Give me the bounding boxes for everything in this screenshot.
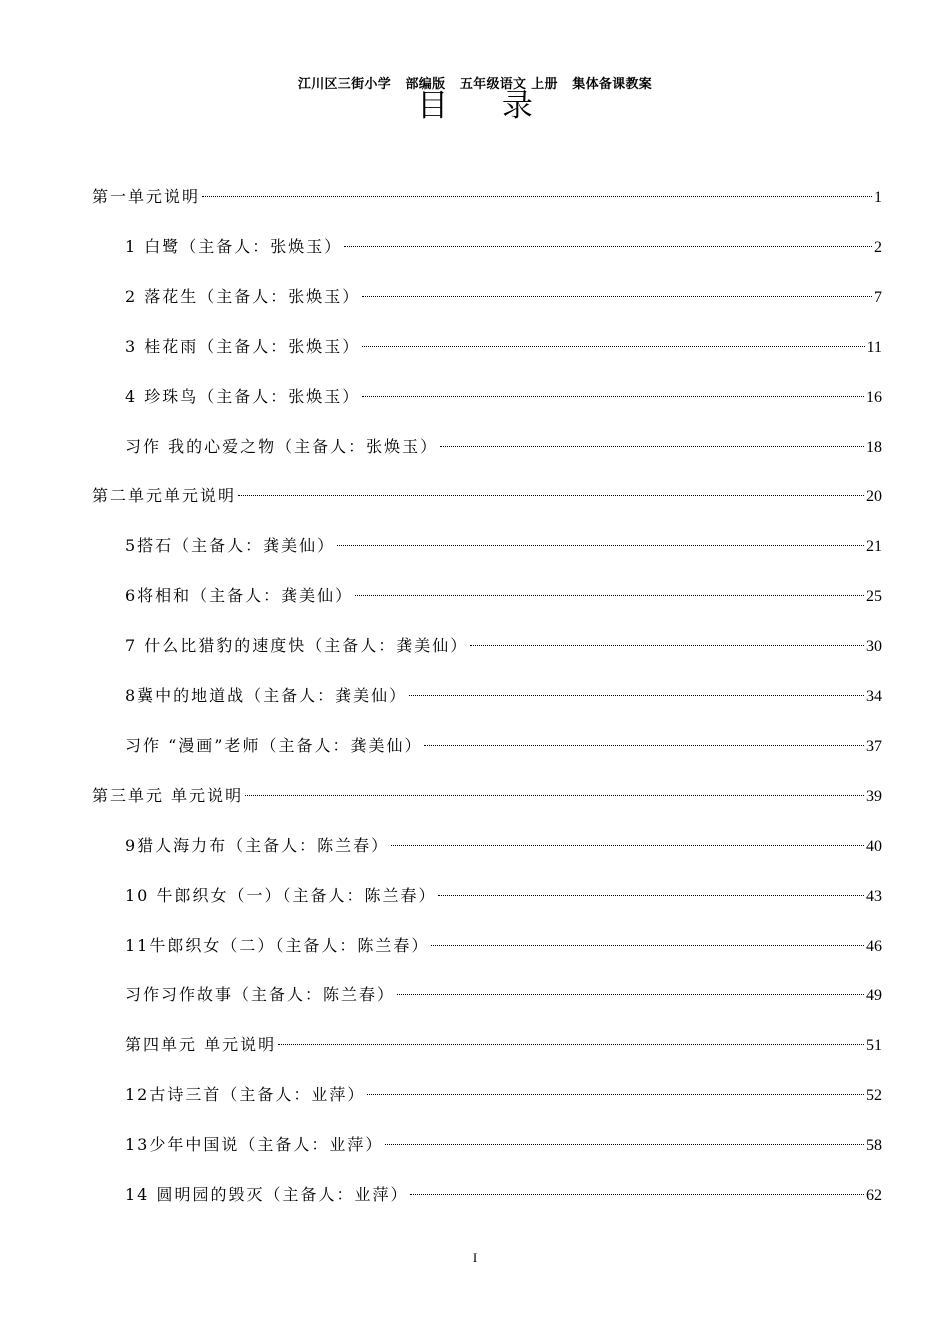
toc-entry-label: 习作 我的心爱之物（主备人：张焕玉） xyxy=(125,437,439,456)
toc-entry-label: 2 落花生（主备人：张焕玉） xyxy=(125,287,361,306)
toc-dot-leader xyxy=(367,1093,864,1095)
toc-entry-page: 1 xyxy=(874,189,882,206)
toc-entry-page: 52 xyxy=(866,1087,882,1104)
toc-entry[interactable] xyxy=(125,834,882,858)
toc-dot-leader xyxy=(438,894,864,896)
toc-entry-label: 5搭石（主备人：龚美仙） xyxy=(125,536,336,555)
toc-entry-page: 40 xyxy=(866,838,882,855)
toc-entry-page: 34 xyxy=(866,688,882,705)
toc-entry-page: 51 xyxy=(866,1037,882,1054)
toc-entry-label: 第四单元 单元说明 xyxy=(125,1035,277,1054)
toc-dot-leader xyxy=(362,345,864,347)
toc-entry[interactable] xyxy=(125,584,882,608)
toc-entry[interactable] xyxy=(125,285,882,309)
toc-entry[interactable] xyxy=(125,235,882,259)
toc-dot-leader xyxy=(391,844,864,846)
toc-entry-label: 10 牛郎织女（一）（主备人：陈兰春） xyxy=(125,886,437,905)
toc-entry[interactable] xyxy=(125,534,882,558)
toc-dot-leader xyxy=(385,1143,864,1145)
toc-entry[interactable] xyxy=(125,1183,882,1207)
toc-entry-label: 14 圆明园的毁灭（主备人：业萍） xyxy=(125,1185,409,1204)
page-number-footer: I xyxy=(472,1250,478,1265)
toc-dot-leader xyxy=(470,644,864,646)
toc-dot-leader xyxy=(344,245,872,247)
toc-entry[interactable] xyxy=(125,335,882,359)
toc-entry[interactable] xyxy=(125,884,882,908)
toc-entry[interactable] xyxy=(125,385,882,409)
toc-entry[interactable] xyxy=(92,185,882,209)
toc-entry-page: 20 xyxy=(866,488,882,505)
toc-entry-label: 1 白鹭（主备人：张焕玉） xyxy=(125,237,343,256)
page-title: 目 录 xyxy=(417,88,555,124)
toc-dot-leader xyxy=(337,544,864,546)
toc-entry[interactable] xyxy=(125,734,882,758)
toc-entry-page: 39 xyxy=(866,788,882,805)
toc-entry[interactable] xyxy=(92,484,882,508)
toc-dot-leader xyxy=(410,1193,864,1195)
toc-entry[interactable] xyxy=(125,983,882,1007)
toc-entry-page: 21 xyxy=(866,538,882,555)
toc-entry-label: 第一单元说明 xyxy=(92,187,201,206)
toc-dot-leader xyxy=(424,744,864,746)
toc-entry-page: 46 xyxy=(866,938,882,955)
toc-dot-leader xyxy=(409,694,864,696)
toc-entry-page: 62 xyxy=(866,1187,882,1204)
toc-entry-page: 37 xyxy=(866,738,882,755)
toc-dot-leader xyxy=(397,993,864,995)
toc-entry[interactable] xyxy=(125,1033,882,1057)
toc-entry[interactable] xyxy=(125,1133,882,1157)
toc-entry-label: 3 桂花雨（主备人：张焕玉） xyxy=(125,337,361,356)
toc-entry-page: 43 xyxy=(866,888,882,905)
toc-entry-label: 9猎人海力布（主备人：陈兰春） xyxy=(125,836,390,855)
toc-entry-page: 25 xyxy=(866,588,882,605)
toc-entry-label: 7 什么比猎豹的速度快（主备人：龚美仙） xyxy=(125,636,469,655)
toc-dot-leader xyxy=(431,944,864,946)
toc-entry[interactable] xyxy=(125,634,882,658)
toc-entry-label: 12古诗三首（主备人：业萍） xyxy=(125,1085,366,1104)
toc-dot-leader xyxy=(238,494,864,496)
toc-entry-page: 16 xyxy=(866,389,882,406)
toc-entry-label: 13少年中国说（主备人：业萍） xyxy=(125,1135,384,1154)
toc-dot-leader xyxy=(355,594,864,596)
toc-entry-page: 49 xyxy=(866,987,882,1004)
toc-entry[interactable] xyxy=(125,934,882,958)
toc-entry[interactable] xyxy=(92,784,882,808)
toc-entry-page: 18 xyxy=(866,439,882,456)
toc-dot-leader xyxy=(245,794,864,796)
toc-entry-page: 11 xyxy=(866,339,882,356)
toc-entry-label: 第二单元单元说明 xyxy=(92,486,237,505)
toc-dot-leader xyxy=(278,1043,864,1045)
toc-dot-leader xyxy=(362,295,872,297)
toc-entry-label: 习作 “漫画”老师（主备人：龚美仙） xyxy=(125,736,423,755)
toc-entry-page: 30 xyxy=(866,638,882,655)
toc-entry-label: 6将相和（主备人：龚美仙） xyxy=(125,586,354,605)
toc-entry-page: 2 xyxy=(874,239,882,256)
toc-entry-label: 8冀中的地道战（主备人：龚美仙） xyxy=(125,686,408,705)
toc-dot-leader xyxy=(440,445,864,447)
toc-entry-label: 第三单元 单元说明 xyxy=(92,786,244,805)
page-header: 江川区三街小学 部编版 五年级语文 上册 集体备课教案 xyxy=(297,77,653,92)
toc-entry-label: 4 珍珠鸟（主备人：张焕玉） xyxy=(125,387,361,406)
toc-dot-leader xyxy=(362,395,864,397)
toc-entry-page: 58 xyxy=(866,1137,882,1154)
toc-entry-page: 7 xyxy=(874,289,882,306)
toc-entry[interactable] xyxy=(125,435,882,459)
toc-entry-label: 习作习作故事（主备人：陈兰春） xyxy=(125,985,396,1004)
toc-entry-label: 11牛郎织女（二）（主备人：陈兰春） xyxy=(125,936,430,955)
toc-dot-leader xyxy=(202,195,872,197)
toc-entry[interactable] xyxy=(125,1083,882,1107)
toc-entry[interactable] xyxy=(125,684,882,708)
